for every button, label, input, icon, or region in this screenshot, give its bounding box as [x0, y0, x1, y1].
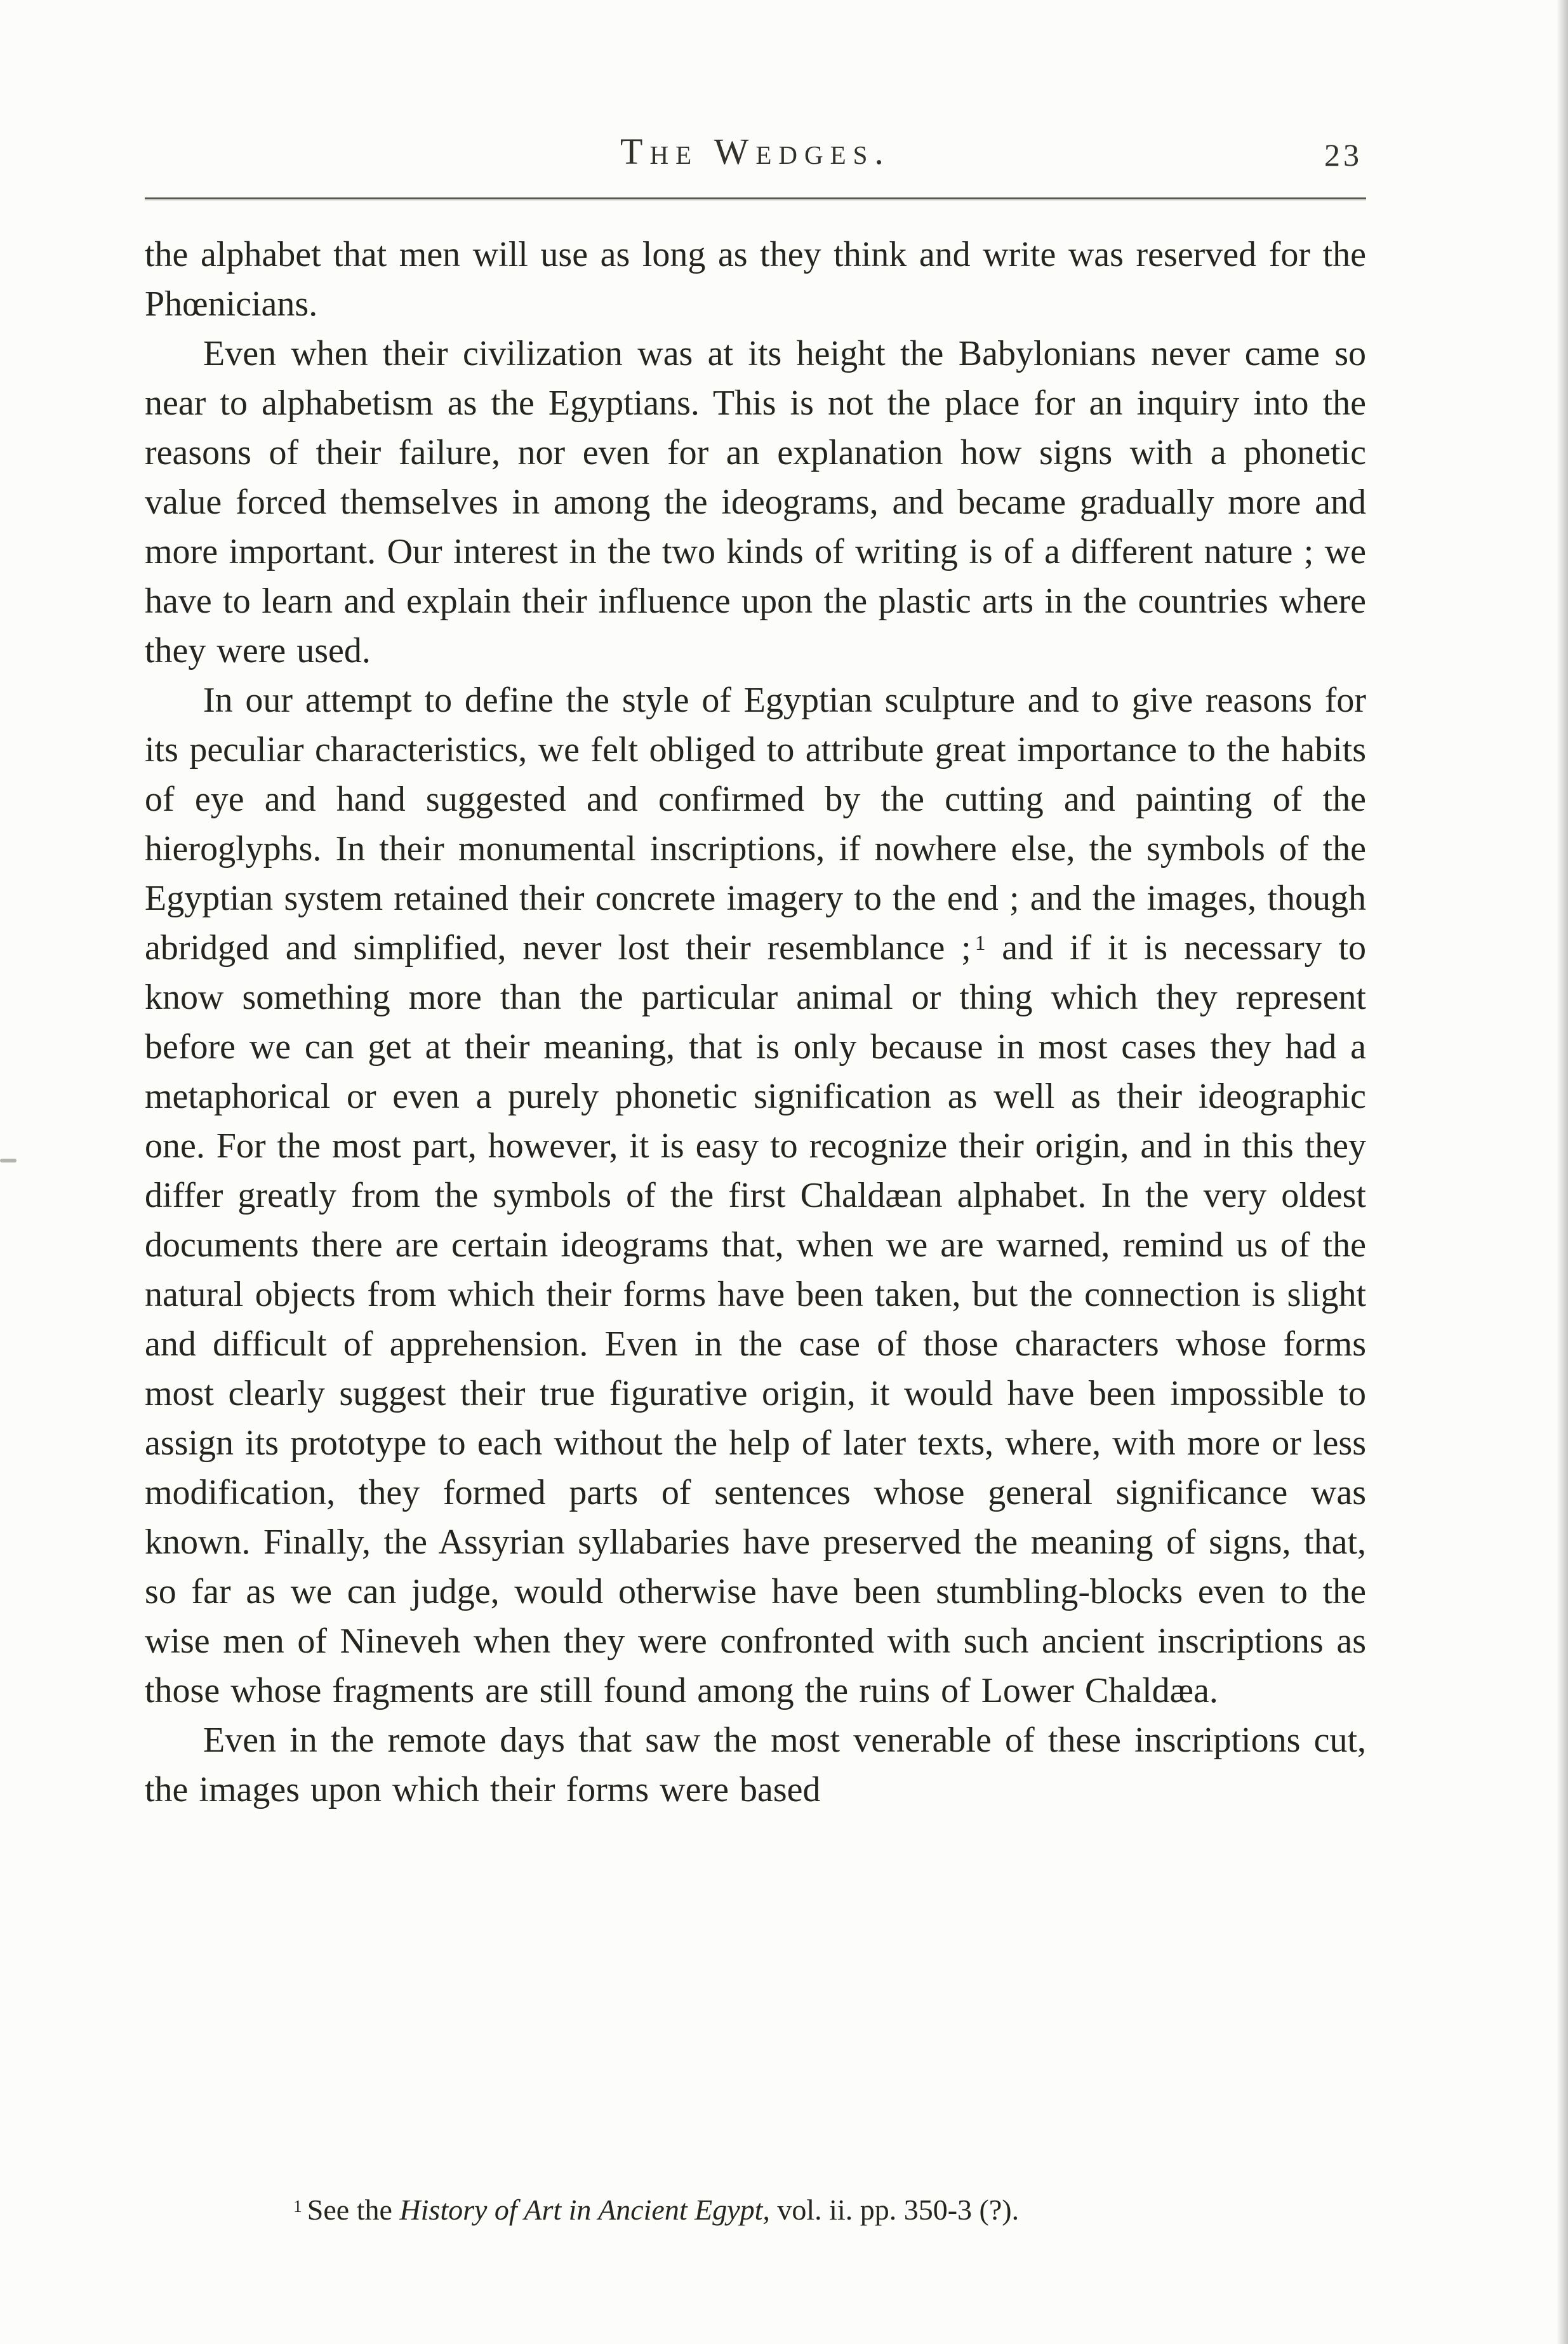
header-rule	[145, 197, 1366, 199]
paragraph	[145, 676, 1366, 1715]
page-header	[145, 130, 1366, 183]
page-edge-shadow	[1557, 0, 1568, 2344]
footnote-text: See the	[307, 2194, 400, 2226]
footnote	[293, 2192, 1019, 2228]
scan-artifact-dash	[0, 1159, 17, 1162]
paragraph-text-after-note: and if it is necessary to know something more than the particular animal or thing which they represent before we can get at their meaning, that is only because in most cases they had a metaphorical or even a purely phonetic signification as well as their ideographic one. For the most part, however, it is easy to recognize their origin, and in this they differ greatly from the symbols of the first Chaldæan alphabet. In the very oldest documents there are certain ideograms that, when we are warned, remind us of the natural objects from which their forms have been taken, but the connection is slight and difficult of apprehension. Even in the case of those characters whose forms most clearly suggest their true figurative origin, it would have been impossible to assign its prototype to each without the help of later texts, where, with more or less modification, they formed parts of sentences whose general significance was known. Finally, the Assyrian syllabaries have preserved the meaning of signs, that, so far as we can judge, would otherwise have been stumbling-blocks even to the wise men of Nineveh when they were confronted with such ancient inscriptions as those whose fragments are still found among the ruins of Lower Chaldæa.	[145, 928, 1366, 1710]
page-body	[145, 230, 1366, 1815]
paragraph-continuation: the alphabet that men will use as long as they think and write was reserved for the Phœnicians.	[145, 235, 1366, 324]
footnote-text-suffix: vol. ii. pp. 350-3 (?).	[769, 2194, 1020, 2226]
paragraph: Even when their civilization was at its height the Babylonians never came so near to alphabetism as the Egyptians. This is not the place for an inquiry into the reasons of their failure, nor even for an explanation how signs with a phonetic value forced themselves in among the ideograms, and became gradually more and more important. Our interest in the two kinds of writing is of a different nature ; we have to learn and explain their influence upon the plastic arts in the countries where they were used.	[145, 334, 1366, 670]
running-title: The Wedges.	[620, 131, 891, 172]
footnote-marker: 1	[293, 2195, 302, 2216]
footnote-marker: 1	[974, 931, 986, 955]
paragraph-text-before-note: In our attempt to define the style of Egyptian sculpture and to give reasons for its peculiar characteristics, we felt obliged to attribute great importance to the habits of eye and hand suggested and confirmed by the cutting and painting of the hieroglyphs. In their monumental inscriptions, if nowhere else, the symbols of the Egyptian system retained their concrete imagery to the end ; and the images, though abridged and simplified, never lost their resemblance ;	[145, 681, 1366, 968]
page-number: 23	[1324, 137, 1362, 173]
footnote-work-title: History of Art in Ancient Egypt,	[399, 2194, 770, 2226]
paragraph: Even in the remote days that saw the most venerable of these inscriptions cut, the images upon which their forms were based	[145, 1721, 1366, 1809]
